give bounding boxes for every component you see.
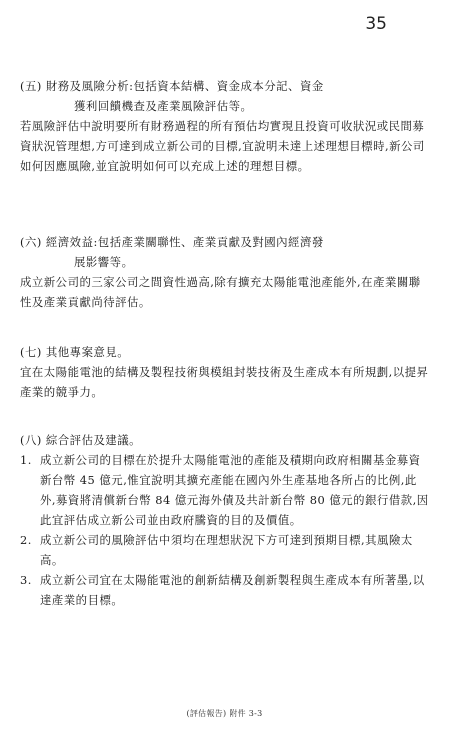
section-5-heading: (五) 財務及風險分析:包括資本結構、資金成本分記、資金: [20, 79, 324, 93]
section-6-heading: (六) 經濟效益:包括產業關聯性、產業貢獻及對國內經濟發: [20, 235, 324, 249]
list-number: 3.: [20, 573, 32, 587]
section-5: [20, 76, 430, 176]
section-5-body: 若風險評估中說明要所有財務過程的所有預估均實現且投資可收狀況或民間募資狀況管理想,方可達到成立新公司的目標,宜說明未達上述理想目標時,新公司如何因應風險,並宜說明如何可以充成上述的理想目標。: [20, 119, 425, 173]
list-text: 成立新公司宜在太陽能電池的創新結構及創新製程與生產成本有所著墨,以達產業的目標。: [40, 573, 425, 607]
page-number: 35: [365, 14, 387, 34]
list-number: 2.: [20, 533, 32, 547]
section-8: [20, 430, 430, 610]
list-item: [20, 450, 430, 530]
section-5-heading-cont: 獲利回饋機查及產業風險評估等。: [74, 99, 253, 113]
list-text: 成立新公司的目標在於提升太陽能電池的產能及積期向政府相關基金募資新台幣 45 億元,惟宜說明其擴充產能在國內外生產基地各所占的比例,此外,募資將清償新台幣 84 億元海外債及共計新台幣 80 億元的銀行借款,因此宜評估成立新公司並由政府騰資的目的及價值。: [40, 453, 429, 527]
list-text: 成立新公司的風險評估中須均在理想狀況下方可達到預期目標,其風險太高。: [40, 533, 413, 567]
section-7: [20, 342, 430, 402]
section-6: [20, 232, 430, 312]
list-item: [20, 570, 430, 610]
section-6-body: 成立新公司的三家公司之間資性過高,除有擴充太陽能電池產能外,在產業關聯性及產業貢獻尚待評估。: [20, 275, 421, 309]
section-6-heading-cont: 展影響等。: [74, 255, 134, 269]
section-7-heading: (七) 其他專案意見。: [20, 345, 130, 359]
list-number: 1.: [20, 453, 32, 467]
section-7-body: 宜在太陽能電池的結構及製程技術與模組封裝技術及生產成本有所規劃,以提昇產業的競爭力。: [20, 365, 429, 399]
list-item: [20, 530, 430, 570]
section-8-heading: (八) 綜合評估及建議。: [20, 433, 142, 447]
page-footer: (評估報告) 附件 3-3: [186, 709, 263, 718]
